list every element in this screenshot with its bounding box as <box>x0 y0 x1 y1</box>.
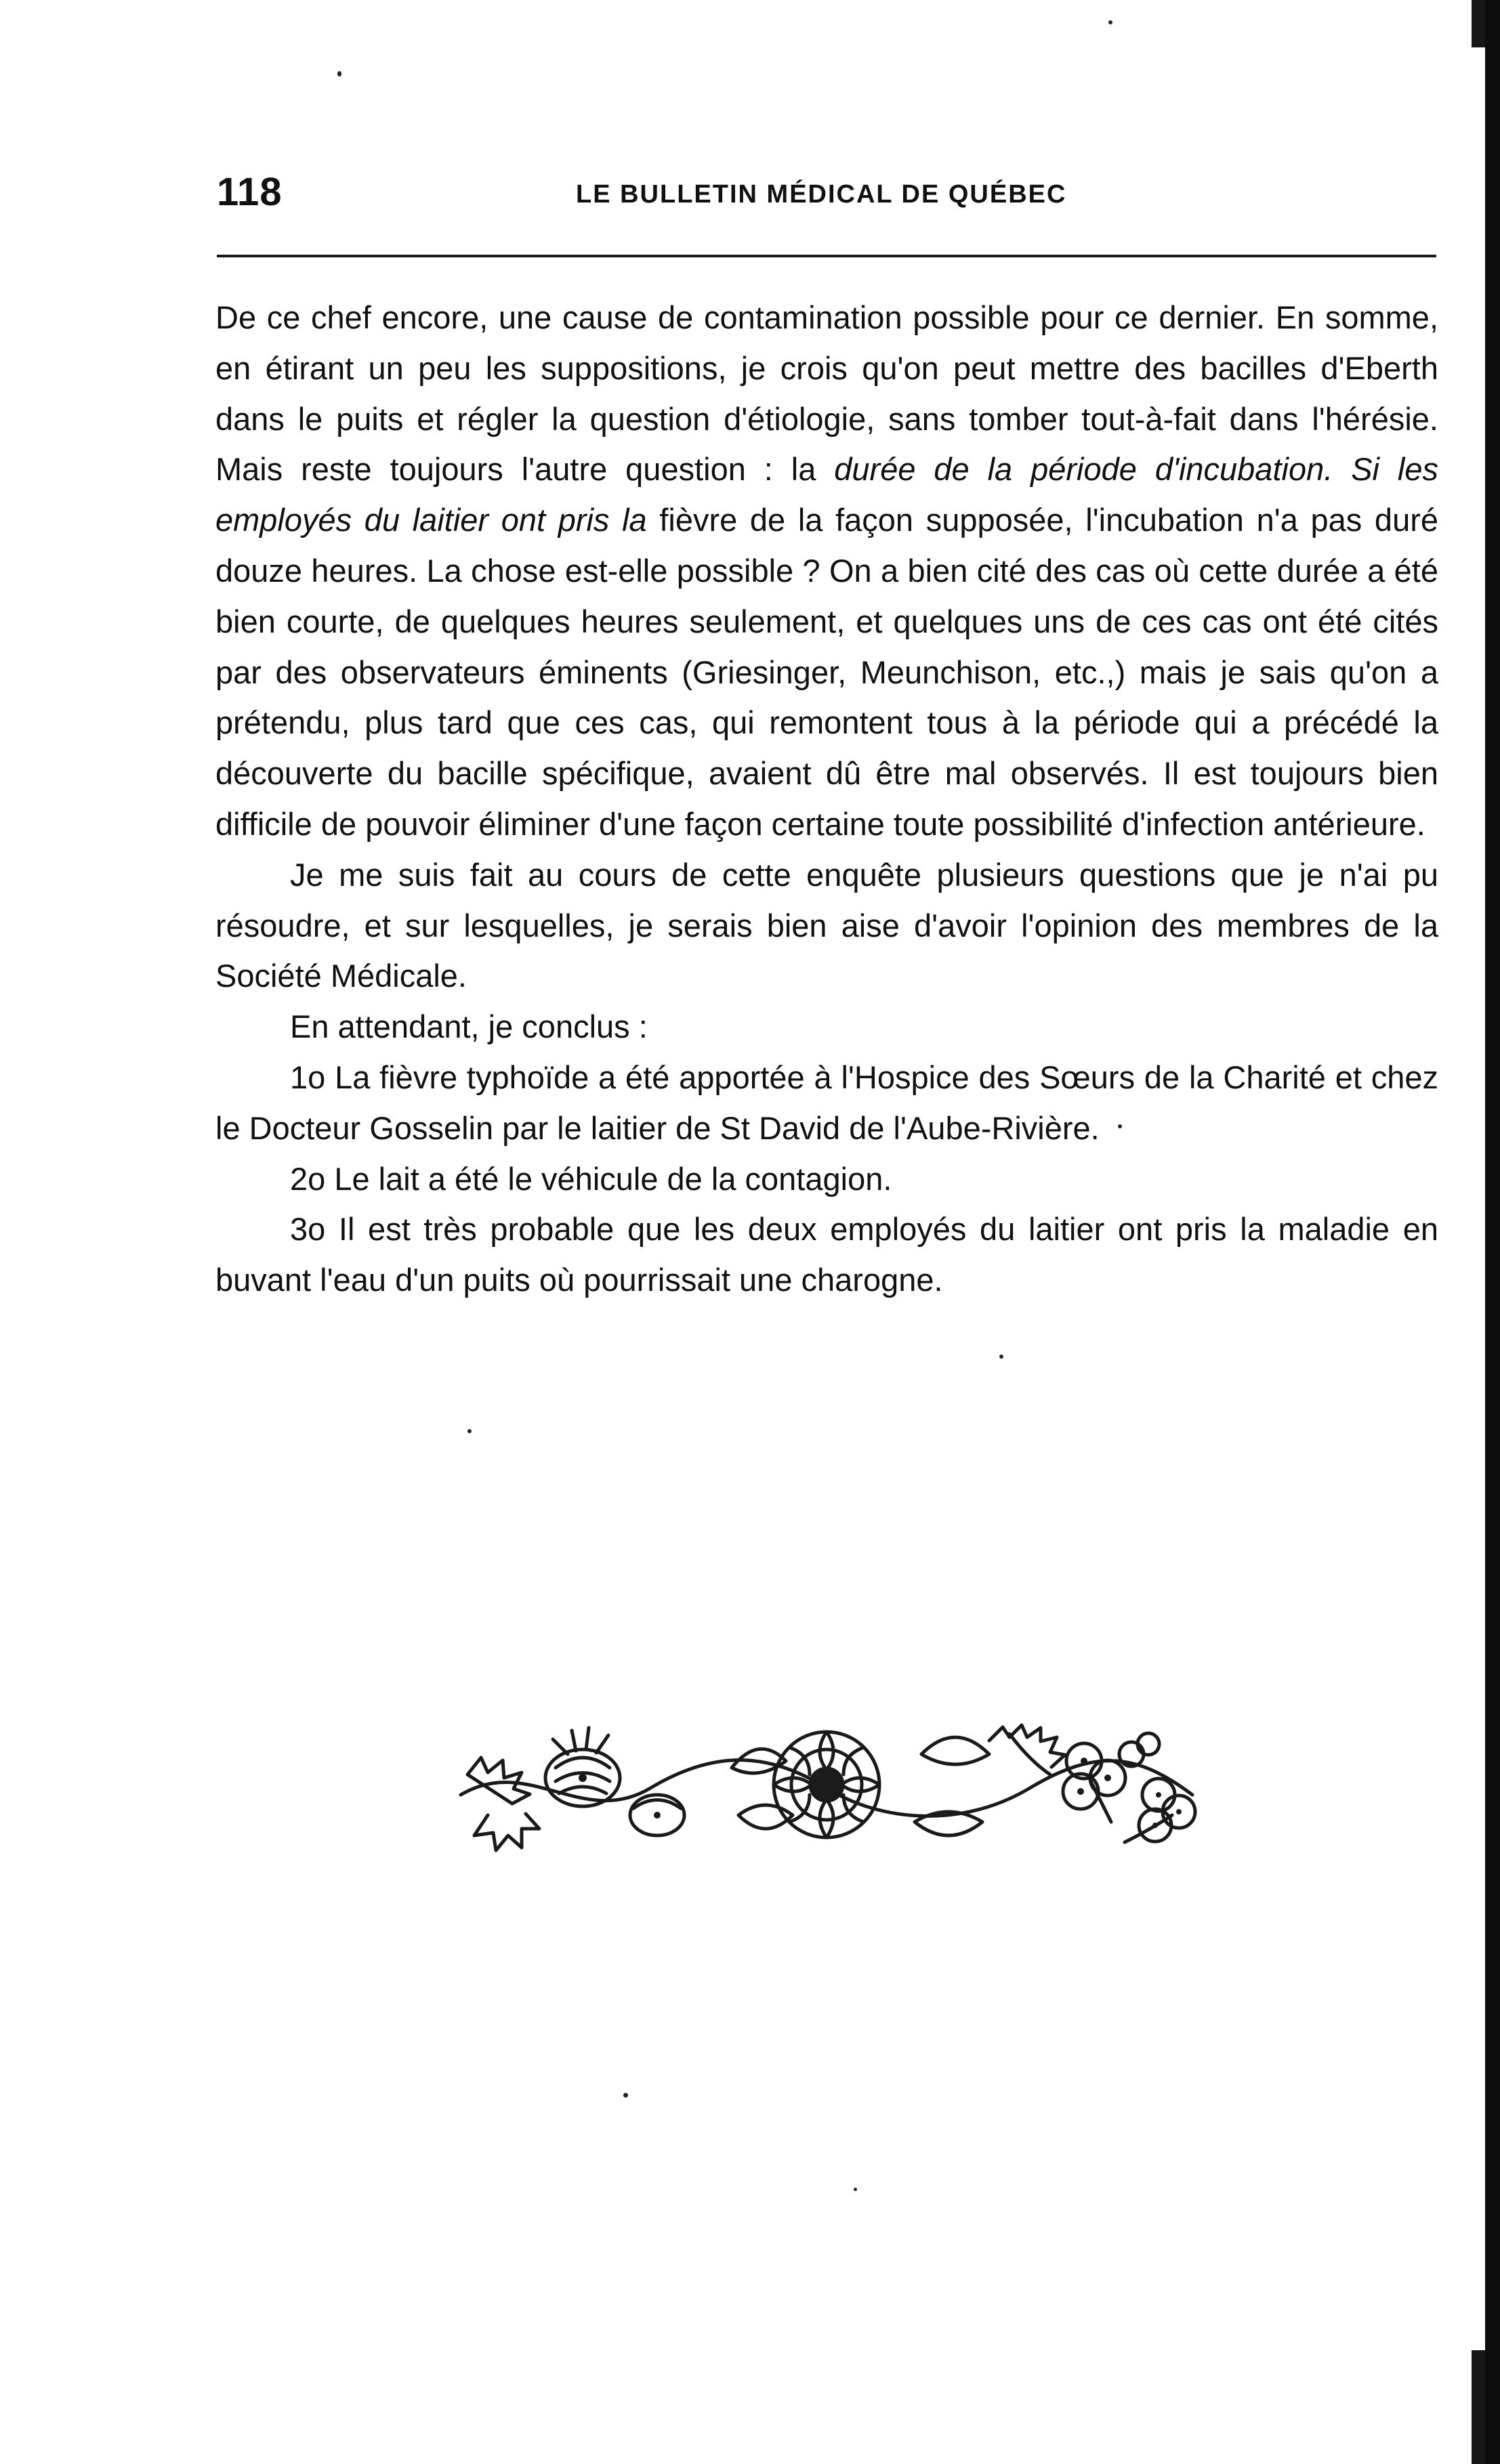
scan-speck <box>999 1355 1003 1359</box>
article-body <box>215 293 1438 1306</box>
conclusion-item: 1o La fièvre typhoïde a été apportée à l'Hospice des Sœurs de la Charité et chez le Docteur Gosselin par le laitier de St David de l'Aube-Rivière. <box>215 1059 1438 1146</box>
scan-speck <box>1108 20 1112 24</box>
paragraph-text: fièvre de la façon supposée, l'incubation n'a pas duré douze heures. La chose est-elle possible ? On a bien cité des cas où cette durée a été bien courte, de quelques heures seulement, et quelques uns de ces cas ont été cités par des observateurs éminents (Griesinger, Meunchison, etc.,) mais je sais qu'on a prétendu, plus tard que ces cas, qui remontent tous à la période qui a précédé la découverte du bacille spécifique, avaient dû être mal observés. Il est toujours bien difficile de pouvoir éliminer d'une façon certaine toute possibilité d'infection antérieure. <box>215 502 1438 842</box>
scan-speck <box>623 2093 628 2098</box>
scan-edge <box>1485 0 1500 2464</box>
scan-speck <box>467 1429 472 1433</box>
paragraph: En attendant, je conclus : <box>290 1008 648 1045</box>
paragraph <box>215 293 1438 850</box>
conclusion-item: 3o Il est très probable que les deux employés du laitier ont pris la maladie en buvant l'eau d'un puits où pourrissait une charogne. <box>215 1211 1438 1298</box>
scan-speck <box>1118 1124 1122 1128</box>
running-title: LE BULLETIN MÉDICAL DE QUÉBEC <box>576 180 1067 209</box>
scan-speck <box>1472 0 1485 47</box>
page-number: 118 <box>217 170 283 214</box>
floral-tailpiece-icon <box>447 1714 1206 1856</box>
page-header <box>217 169 1436 230</box>
paragraph-text: De ce chef encore, une cause de contamination possible pour ce dernier. En somme, en étirant un peu les suppositions, je crois qu'on peut mettre des bacilles d'Eberth dans le puits et régler la question d'étiologie, sans tomber tout-à-fait dans l'hérésie. Mais reste toujours l'autre question : la <box>215 299 1438 488</box>
paragraph: Je me suis fait au cours de cette enquête plusieurs questions que je n'ai pu résoudre, et sur lesquelles, je serais bien aise d'avoir l'opinion des membres de la Société Médicale. <box>215 856 1438 994</box>
italic-text: durée de la période d'incubation. Si les employés du laitier ont pris la <box>215 451 1438 538</box>
scan-speck <box>854 2188 857 2191</box>
scan-speck <box>337 71 341 77</box>
scan-speck <box>1472 2350 1485 2464</box>
header-rule <box>217 255 1436 257</box>
conclusion-item: 2o Le lait a été le véhicule de la contagion. <box>290 1160 892 1197</box>
